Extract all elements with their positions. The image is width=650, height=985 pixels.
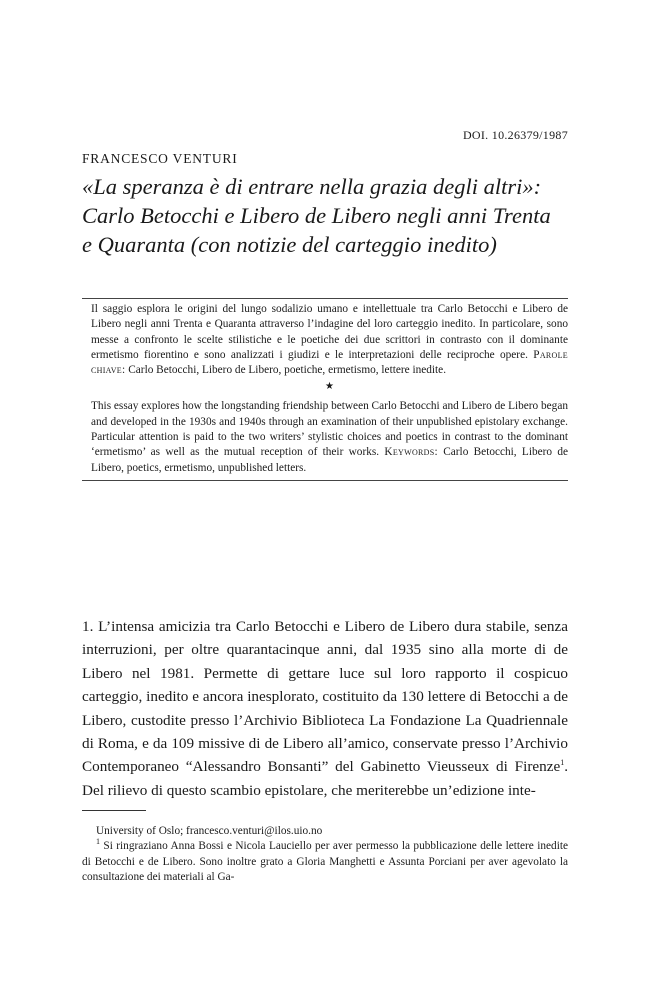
- abstract-italian: [91, 302, 568, 378]
- keywords-label-italian: Parole chiave:: [91, 348, 568, 377]
- body-paragraph: [82, 615, 568, 802]
- title-line-2: Carlo Betocchi e Libero de Libero negli anni Trenta: [82, 203, 551, 228]
- abstract-english: [91, 399, 568, 475]
- keywords-english: Carlo Betocchi, Libero de Libero, poetics, ermetismo, unpublished letters.: [91, 446, 568, 474]
- article-title: [82, 172, 582, 259]
- abstract-italian-text: Il saggio esplora le origini del lungo sodalizio umano e intellettuale tra Carlo Betocchi e Libero de Libero negli anni Trenta e Quaranta attraverso l’indagine del loro carteggio inedito. In particolare, sono messe a confronto le scelte stilistiche e le poetiche dei due scrittori in contrasto con il dominante ermetismo fiorentino e sono analizzati i giudizi e le interpretazioni delle reciproche opere.: [91, 303, 568, 361]
- star-separator: ★: [325, 381, 334, 393]
- author-name: FRANCESCO VENTURI: [82, 151, 238, 166]
- abstract-box: [82, 298, 568, 481]
- footnote-1: [82, 839, 568, 885]
- footnote-separator: [82, 810, 146, 811]
- body-text-main: 1. L’intensa amicizia tra Carlo Betocchi e Libero de Libero dura stabile, senza interruzioni, per oltre quarantacinque anni, dal 1935 sino alla morte di de Libero nel 1981. Permette di gettare luce sul loro rapporto il cospicuo carteggio, inedito e ancora inesplorato, costituito da 130 lettere di Betocchi a de Libero, custodite presso l’Archivio Biblioteca La Fondazione La Quadriennale di Roma, e da 109 missive di de Libero all’amico, conservate presso l’Archivio Contemporaneo “Alessandro Bonsanti” del Gabinetto Vieusseux di Firenze: [82, 618, 568, 776]
- footnote-1-marker: 1: [96, 837, 100, 847]
- abstract-english-text: This essay explores how the longstanding friendship between Carlo Betocchi and Libero de Libero began and developed in the 1930s and 1940s through an examination of their unpublished epistolary exchange. Particular attention is paid to the two writers’ stylistic choices and poetics in contrast to the dominant ‘ermetismo’ as well as the mutual reception of their works.: [91, 400, 568, 459]
- title-line-1: «La speranza è di entrare nella grazia degli altri»:: [82, 174, 542, 199]
- author-affiliation: University of Oslo; francesco.venturi@ilos.uio.no: [96, 825, 323, 837]
- keywords-label-english: Keywords:: [384, 446, 438, 459]
- title-line-3: e Quaranta (con notizie del carteggio inedito): [82, 232, 497, 257]
- footnote-ref-1[interactable]: 1: [560, 758, 565, 768]
- keywords-italian: Carlo Betocchi, Libero de Libero, poetiche, ermetismo, lettere inedite.: [125, 364, 447, 377]
- body-text-continued: . Del rilievo di questo scambio epistolare, che meriterebbe un’edizione inte-: [82, 758, 568, 799]
- footnotes: [82, 824, 568, 885]
- footnote-1-text: Si ringraziano Anna Bossi e Nicola Lauciello per aver permesso la pubblicazione delle lettere inedite di Betocchi e de Libero. Sono inoltre grato a Gloria Manghetti e Assunta Porciani per aver agevolato la consultazione dei materiali al Ga-: [82, 840, 568, 883]
- doi-label: DOI. 10.26379/1987: [462, 128, 568, 142]
